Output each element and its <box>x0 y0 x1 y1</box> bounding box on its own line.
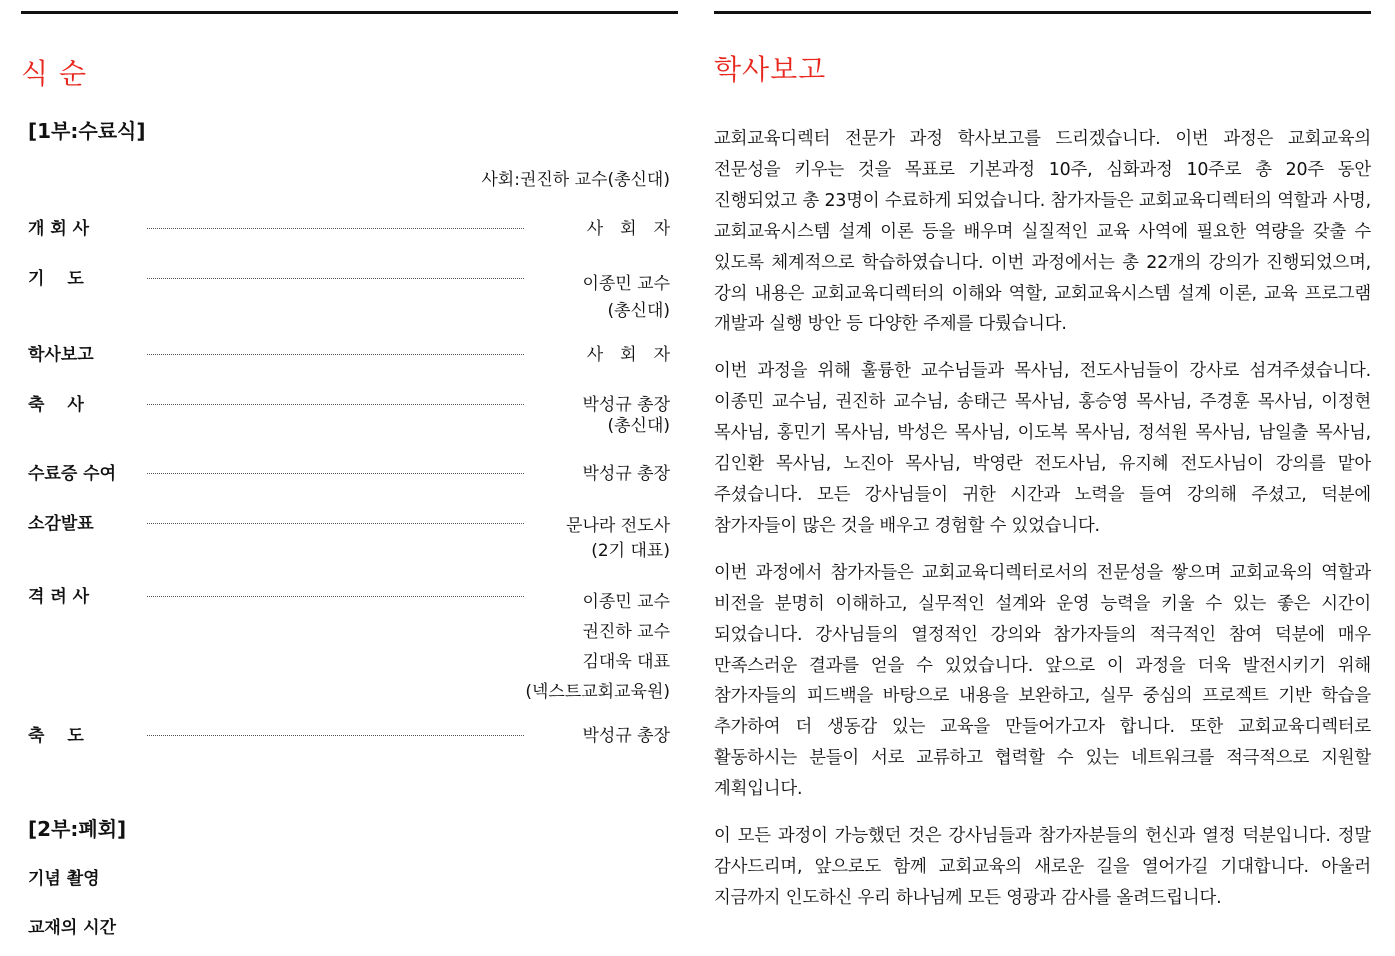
program-label: 축 사 <box>28 395 84 415</box>
report-title: 학사보고 <box>714 53 827 86</box>
report-paragraph: 교회교육디렉터 전문가 과정 학사보고를 드리겠습니다. 이번 과정은 교회교육의 전문성을 키우는 것을 목표로 기본과정 10주, 심화과정 10주로 총 20주 동안 진행되었고 총 23명이 수료하게 되었습니다. 참가자들은 교회교육디렉터의 역할과 사명, 교회교육시스템 설계 이론 등을 배우며 실질적인 교육 사역에 필요한 역량을 갖출 수 있도록 체계적으로 학습하였습니다. 이번 과정에서는 총 22개의 강의가 진행되었으며, 강의 내용은 교회교육디렉터의 이해와 역할, 교회교육시스템 설계 이론, 교육 프로그램 개발과 실행 방안 등 다양한 주제를 다뤘습니다. <box>714 129 1371 335</box>
program-title: 식 순 <box>21 57 87 90</box>
program-person: 사 회 자 <box>586 345 670 365</box>
part2-heading: [2부:폐회] <box>28 817 127 841</box>
dot-leader <box>147 473 524 474</box>
part2-item: 기념 촬영 <box>28 869 100 889</box>
dot-leader <box>147 404 524 405</box>
dot-leader <box>147 596 524 597</box>
host-line: 사회:권진하 교수(총신대) <box>481 170 670 190</box>
program-person: 박성규 총장 <box>582 464 670 484</box>
program-label: 격 려 사 <box>28 587 90 607</box>
report-paragraph: 이번 과정을 위해 훌륭한 교수님들과 목사님, 전도사님들이 강사로 섬겨주셨습니다. 이종민 교수님, 권진하 교수님, 송태근 목사님, 홍승영 목사님, 주경훈 목사님, 이정현 목사님, 홍민기 목사님, 박성은 목사님, 이도복 목사님, 정석원 목사님, 남일출 목사님, 김인환 목사님, 노진아 목사님, 박영란 전도사님, 유지혜 전도사님이 강의를 맡아 주셨습니다. 모든 강사님들이 귀한 시간과 노력을 들여 강의해 주셨고, 덕분에 참가자들이 많은 것을 배우고 경험할 수 있었습니다. <box>714 361 1371 536</box>
program-person: 이종민 교수 (총신대) <box>582 274 670 321</box>
top-rule-right <box>714 11 1371 14</box>
program-person: 이종민 교수 권진하 교수 김대욱 대표 (넥스트교회교육원) <box>525 592 670 702</box>
program-person: 박성규 총장 <box>582 726 670 746</box>
report-paragraph: 이번 과정에서 참가자들은 교회교육디렉터로서의 전문성을 쌓으며 교회교육의 역할과 비전을 분명히 이해하고, 실무적인 설계와 운영 능력을 키울 수 있는 좋은 시간이 되었습니다. 강사님들의 열정적인 강의와 참가자들의 적극적인 참여 덕분에 매우 만족스러운 결과를 얻을 수 있었습니다. 앞으로 이 과정을 더욱 발전시키기 위해 참가자들의 피드백을 바탕으로 내용을 보완하고, 실무 중심의 프로젝트 기반 학습을 추가하여 더 생동감 있는 교육을 만들어가고자 합니다. 또한 교회교육디렉터로 활동하시는 분들이 서로 교류하고 협력할 수 있는 네트워크를 적극적으로 지원할 계획입니다. <box>714 562 1371 800</box>
program-label: 소감발표 <box>28 514 94 534</box>
top-rule-left <box>21 11 678 14</box>
program-label: 개 회 사 <box>28 219 90 239</box>
program-label: 기 도 <box>28 269 84 289</box>
report-paragraph: 이 모든 과정이 가능했던 것은 강사님들과 참가자분들의 헌신과 열정 덕분입니다. 정말 감사드리며, 앞으로도 함께 교회교육의 새로운 길을 열어가길 기대합니다. 아울러 지금까지 인도하신 우리 하나님께 모든 영광과 감사를 올려드립니다. <box>714 826 1371 908</box>
dot-leader <box>147 278 524 279</box>
report-body <box>714 124 1371 930</box>
dot-leader <box>147 735 524 736</box>
program-person: 문나라 전도사 (2기 대표) <box>566 516 670 561</box>
part1-heading: [1부:수료식] <box>28 119 146 143</box>
program-label: 학사보고 <box>28 345 94 365</box>
part2-item: 교재의 시간 <box>28 918 117 938</box>
dot-leader <box>147 354 524 355</box>
dot-leader <box>147 523 524 524</box>
program-person: 사 회 자 <box>586 219 670 239</box>
program-label: 수료증 수여 <box>28 464 117 484</box>
dot-leader <box>147 228 524 229</box>
program-person: 박성규 총장 (총신대) <box>582 395 670 436</box>
program-label: 축 도 <box>28 726 84 746</box>
